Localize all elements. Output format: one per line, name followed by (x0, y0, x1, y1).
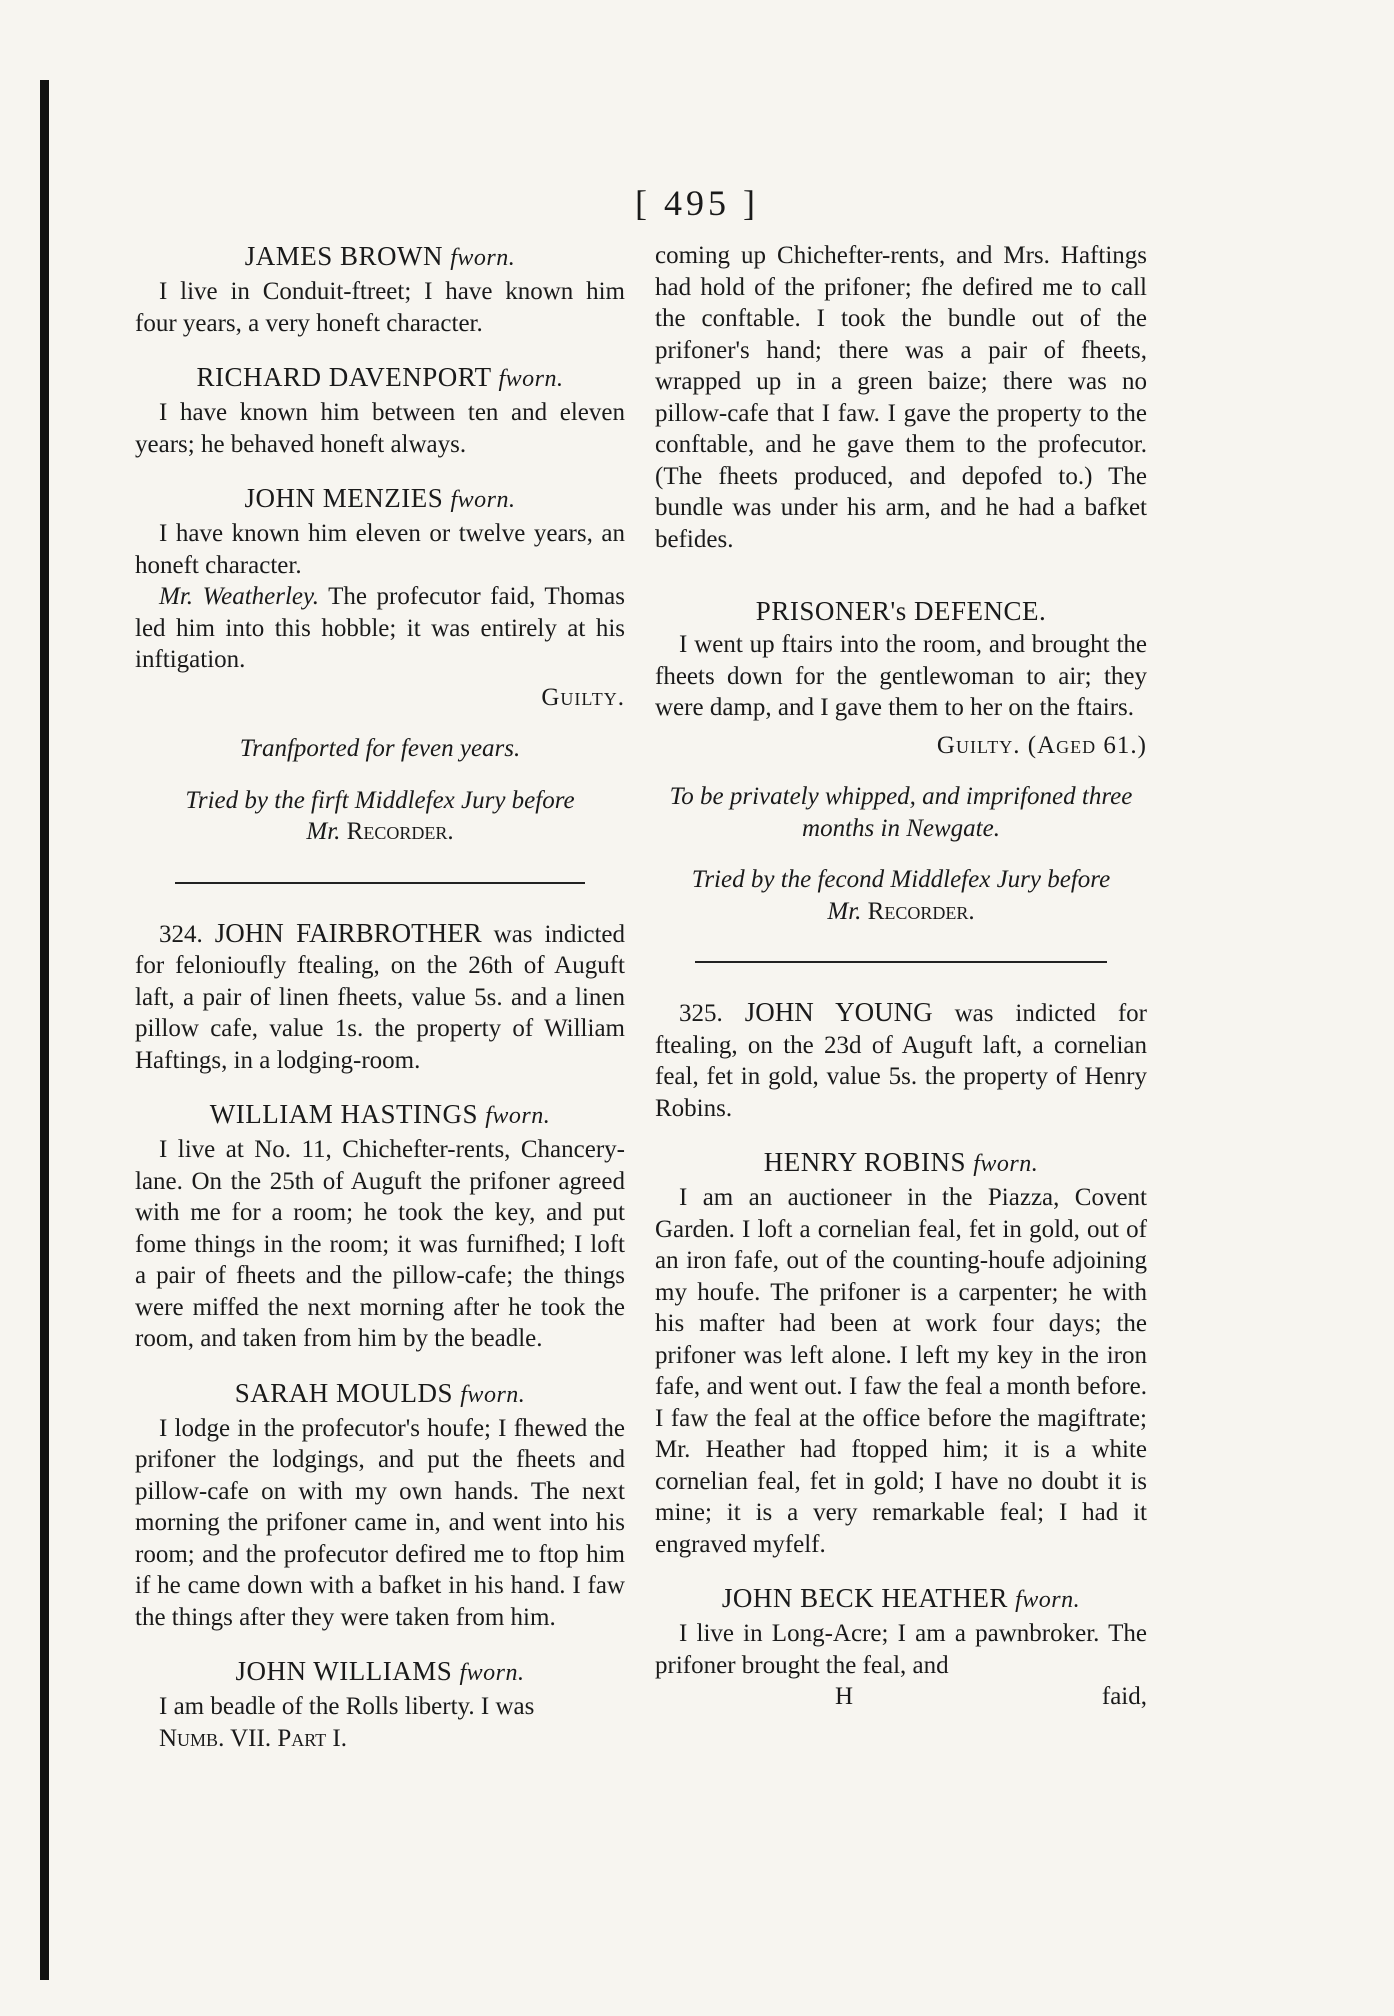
case-number: 324. (159, 920, 215, 948)
testimony-paragraph: I lodge in the profecutor's houfe; I fhewed the prifoner the lodgings, and put the fheets and pillow-cafe on with my own hands. The next morning the prifoner came in, and went into his room; and the profecutor defired me to ftop him if he came down with a bafket in his hand. I faw the things after they were taken from him. (135, 1414, 625, 1631)
witness-name: JAMES BROWN (244, 241, 451, 271)
sworn-label: fworn. (973, 1151, 1039, 1177)
left-column (135, 240, 625, 1754)
case-entry: 324. JOHN FAIRBROTHER was indicted for felonioufly ftealing, on the 26th of Auguft laft, a pair of linen fheets, value 5s. and a linen pillow cafe, value 1s. the property of William Haftings, in a lodging-room. (135, 917, 625, 1074)
testimony-paragraph: I have known him eleven or twelve years, an honeft character. (135, 520, 625, 579)
witness-heading (135, 482, 625, 516)
testimony-paragraph: I live in Conduit-ftreet; I have known him four years, a very honeft character. (135, 278, 625, 337)
witness-name: JOHN MENZIES (244, 483, 451, 513)
witness-heading (135, 240, 625, 274)
catchword: faid, (1101, 1683, 1147, 1710)
sentence-note: Tried by the fecond Middlefex Jury before Mr. Recorder. (691, 866, 1111, 925)
right-column (655, 240, 1147, 1713)
witness-heading (135, 1655, 625, 1689)
verdict: Guilty. (Aged 61.) (936, 731, 1147, 759)
sentence-note: Tried by the firft Middlefex Jury before Mr. Recorder. (185, 786, 575, 845)
witness-heading (135, 1098, 625, 1132)
witness-heading (655, 1146, 1147, 1180)
testimony-paragraph: I went up ftairs into the room, and brought the fheets down for the gentlewoman to air; they were damp, and I gave them to her on the ftairs. (655, 631, 1147, 721)
sworn-label: fworn. (460, 1381, 526, 1408)
testimony-paragraph: I live at No. 11, Chichefter-rents, Chancery-lane. On the 25th of Auguft the prifoner agreed with me for a room; he took the key, and put fome things in the room; it was furnifhed; I loft a pair of fheets and the pillow-cafe; the things were miffed the next morning after he took the room, and taken from him by the beadle. (135, 1136, 625, 1352)
sworn-label: fworn. (450, 245, 516, 271)
recorder-label: Recorder. (346, 818, 454, 845)
witness-name: JOHN WILLIAMS (235, 1656, 460, 1686)
binding-edge (40, 80, 49, 1980)
section-divider (695, 961, 1107, 963)
sentence-note: To be privately whipped, and imprifoned three months in Newgate. (669, 783, 1133, 842)
testimony-paragraph: I live in Long-Acre; I am a pawnbroker. The prifoner brought the feal, and (655, 1620, 1147, 1679)
witness-name: HENRY ROBINS (763, 1147, 974, 1177)
witness-name: WILLIAM HASTINGS (209, 1099, 486, 1129)
witness-name: JOHN BECK HEATHER (721, 1583, 1016, 1613)
sworn-label: fworn. (459, 1660, 525, 1686)
recorder-label: Recorder. (867, 897, 975, 925)
page-number: [ 495 ] (635, 183, 759, 223)
witness-heading (655, 1582, 1147, 1616)
section-divider (175, 882, 585, 884)
defendant-name: JOHN FAIRBROTHER (214, 917, 482, 948)
sworn-label: fworn. (485, 1103, 551, 1129)
speaker-name: Mr. Weatherley. (159, 583, 319, 610)
catchword-line (655, 1681, 1147, 1713)
signature-mark: H (835, 1683, 854, 1710)
testimony-paragraph: I have known him between ten and eleven years; he behaved honeft always. (135, 399, 625, 458)
testimony-paragraph: Mr. Weatherley. The profecutor faid, Thomas led him into this hobble; it was entirely at his inftigation. (135, 583, 625, 673)
testimony-paragraph: I am an auctioneer in the Piazza, Covent Garden. I loft a cornelian feal, fet in gold, out of an iron fafe, out of the counting-houfe adjoining my houfe. The prifoner is a carpenter; he with his mafter had been at work four days; the prifoner was left alone. I left my key in the iron fafe, and went out. I faw the feal a month before. I faw the feal at the office before the magiftrate; Mr. Heather had ftopped him; it is a white cornelian feal, fet in gold; I have no doubt it is mine; it is a very remarkable feal; I had it engraved myfelf. (655, 1184, 1147, 1558)
sworn-label: fworn. (450, 487, 516, 513)
sworn-label: fworn. (498, 366, 564, 392)
sworn-label: fworn. (1015, 1587, 1081, 1613)
testimony-paragraph: I am beadle of the Rolls liberty. I was (159, 1693, 535, 1720)
witness-name: SARAH MOULDS (234, 1377, 461, 1408)
witness-heading (135, 361, 625, 395)
testimony-paragraph: coming up Chichefter-rents, and Mrs. Haftings had hold of the prifoner; fhe defired me to call the conftable. I took the bundle out of the prifoner's hand; there was a pair of fheets, wrapped up in a green baize; there was no pillow-cafe that I faw. I gave the property to the conftable, and he gave them to the profecutor. (The fheets produced, and depofed to.) The bundle was under his arm, and he had a bafket befides. (655, 242, 1147, 553)
witness-heading (135, 1377, 625, 1411)
section-heading: PRISONER's DEFENCE. (755, 596, 1047, 626)
case-entry: 325. JOHN YOUNG was indicted for ftealing, on the 23d of Auguft laft, a cornelian feal, fet in gold, value 5s. the property of Henry Robins. (655, 997, 1147, 1122)
verdict: Guilty. (541, 683, 625, 711)
defendant-name: JOHN YOUNG (744, 997, 933, 1027)
witness-name: RICHARD DAVENPORT (196, 362, 499, 392)
case-number: 325. (679, 1000, 745, 1027)
signature-footer: Numb. VII. Part I. (159, 1724, 347, 1752)
sentence-note: Tranfported for feven years. (239, 735, 521, 762)
